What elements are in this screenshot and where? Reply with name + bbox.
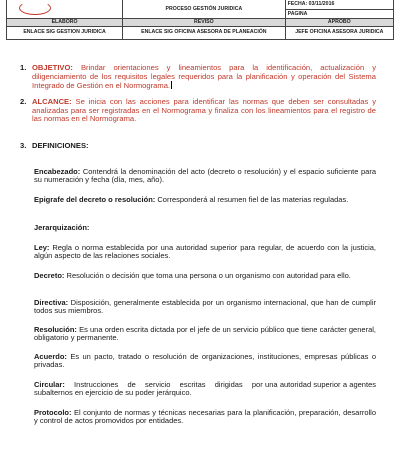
def-encabezado: Encabezado: Contendrá la denominación del acto (decreto o resolución) y el espacio suficiente para su numeración y fecha (día, mes, año). (34, 166, 376, 184)
section-3-number: 3. (20, 141, 27, 150)
alcance-label: ALCANCE: (32, 97, 72, 106)
def-resolucion: Resolución: Es una orden escrita dictada por el jefe de un servicio público que tiene carácter general, obligatorio y permanente. (34, 324, 376, 342)
alcance-text: Se inicia con las acciones para identificar las normas que deben ser consultadas y analizadas para ser registradas en el Normograma y finaliza con los lineamientos para el registro de las normas en el Normograma. (32, 97, 376, 124)
def-directiva: Directiva: Disposición, generalmente establecida por un organismo internacional, que han de cumplir todos sus miembros. (34, 297, 376, 315)
def-epigrafe: Epigrafe del decreto o resolución: Corresponderá al resumen fiel de las materias reguladas. (34, 194, 349, 204)
definiciones-label: DEFINICIONES: (32, 141, 89, 150)
aprobo-heading: APROBO (285, 18, 393, 26)
objetivo-text: Brindar orientaciones y lineamientos para la identificación, actualización y diligenciamiento de los requisitos legales requeridos para la planificación y operación del Sistema Integrado de Gestión en el Normograma. (32, 63, 376, 91)
def-circular: Circular: Instrucciones de servicio escritas dirigidas por una autoridad superior a agentes subalternos en ejercicio de su poder jerárquico. (34, 379, 379, 397)
page-field: PAGINA (285, 9, 393, 18)
reviso-heading: REVISÓ (123, 18, 286, 26)
logo-cell (7, 0, 123, 18)
def-decreto: Decreto: Resolución o decisión que toma una persona o un organismo con autoridad para ello. (34, 270, 351, 280)
elaboro-name: ENLACE SIG GESTION JURIDICA (7, 26, 123, 39)
header-table (6, 0, 394, 40)
def-protocolo: Protocolo: El conjunto de normas y técnicas necesarias para la planificación, preparación, desarrollo y control de actos promovidos por entidades. (34, 407, 376, 425)
def-ley: Ley: Regla o norma establecida por una autoridad superior para regular, de acuerdo con la justicia, algún aspecto de las relaciones sociales. (34, 242, 376, 260)
reviso-name: ENLACE SIG OFICINA ASESORA DE PLANEACIÓN (123, 26, 286, 39)
aprobo-name: JEFE OFICINA ASESORA JURIDICA (285, 26, 393, 39)
def-jerarquizacion: Jerarquización: (34, 222, 90, 232)
logo-icon (19, 1, 51, 15)
date-field: FECHA: 03/11/2016 (285, 0, 393, 9)
text-cursor (171, 81, 172, 89)
section-objetivo (32, 64, 376, 91)
process-name: PROCESO GESTIÓN JURIDICA (123, 0, 286, 18)
section-2-number: 2. (20, 97, 27, 106)
def-acuerdo: Acuerdo: Es un pacto, tratado o resolución de organizaciones, instituciones, empresas públicas o privadas. (34, 351, 376, 369)
section-1-number: 1. (20, 63, 27, 72)
section-alcance (32, 98, 376, 124)
document-header (6, 0, 394, 40)
elaboro-heading: ELABORO (7, 18, 123, 26)
objetivo-label: OBJETIVO: (32, 63, 73, 72)
section-definiciones (32, 142, 376, 151)
